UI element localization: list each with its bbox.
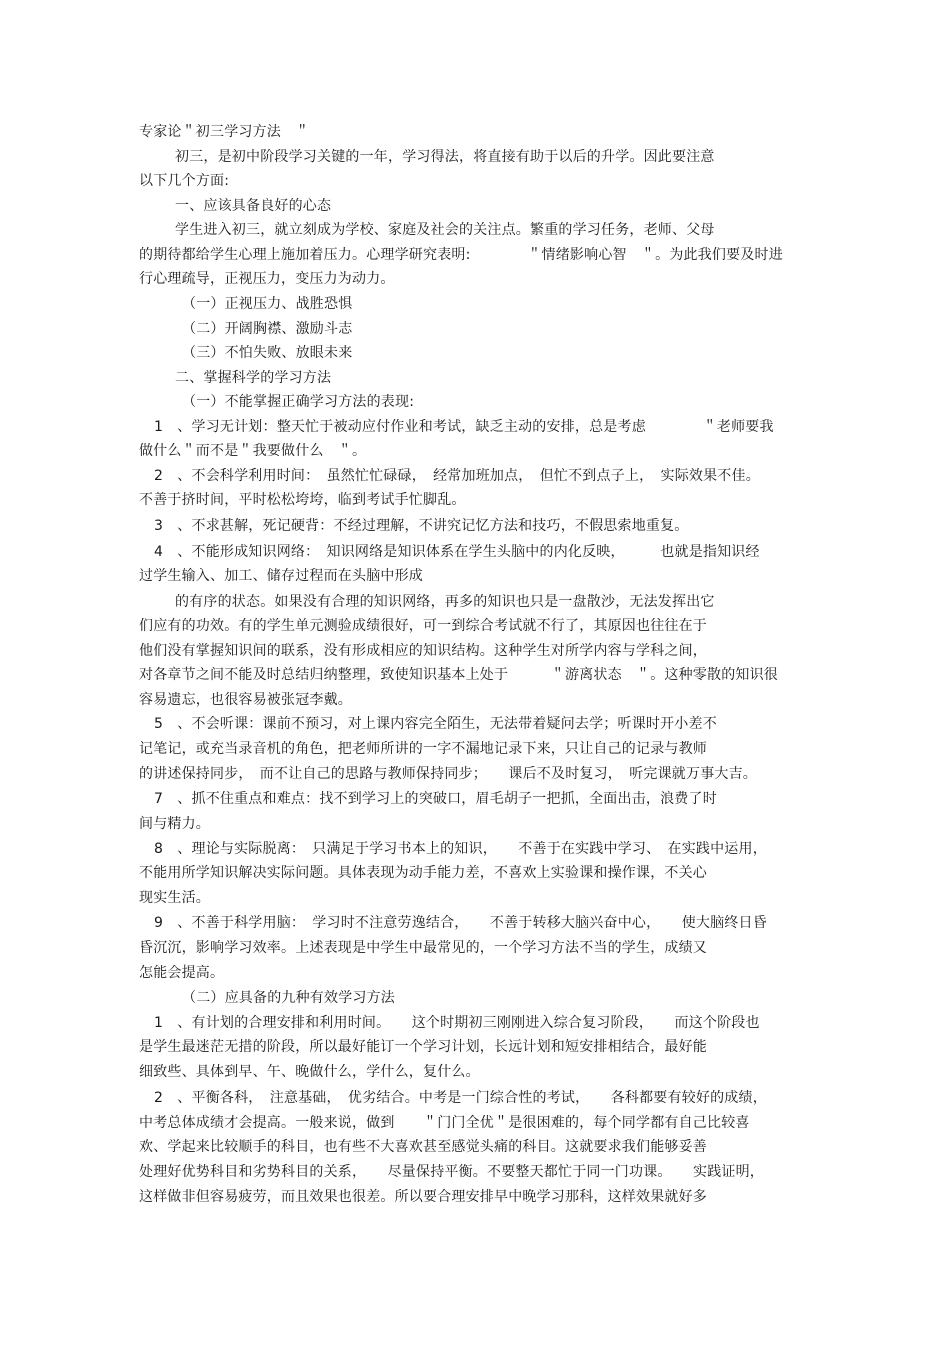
paragraph-line: 以下几个方面: <box>139 173 230 189</box>
paragraph-line: 这样做非但容易疲劳，而且效果也很差。所以要合理安排早中晚学习那科，这样效果就好多 <box>139 1189 707 1205</box>
paragraph-line: 的有序的状态。如果没有合理的知识网络，再多的知识也只是一盘散沙，无法发挥出它 <box>175 594 715 610</box>
paragraph-line: 不能用所学知识解决实际问题。具体表现为动手能力差，不喜欢上实验课和操作课，不关心 <box>139 865 707 881</box>
paragraph-line: 怎能会提高。 <box>139 965 225 981</box>
document-title: 专家论＂初三学习方法 ＂ <box>139 124 310 140</box>
sub-heading: （一）正视压力、战胜恐惧 <box>182 296 353 312</box>
paragraph-line: 的期待都给学生心理上施加着压力。心理学研究表明: ＂情绪影响心智 ＂。为此我们要及时进 <box>139 247 783 263</box>
section-heading: 一、应该具备良好的心态 <box>175 198 332 214</box>
list-item-line: 1 、有计划的合理安排和利用时间。 这个时期初三刚刚进入综合复习阶段， 而这个阶段也 <box>154 1015 760 1031</box>
sub-heading: （二）开阔胸襟、激励斗志 <box>182 321 353 337</box>
list-item-line: 7 、抓不住重点和难点：找不到学习上的突破口，眉毛胡子一把抓，全面出击，浪费了时 <box>154 791 717 807</box>
paragraph-line: 不善于挤时间，平时松松垮垮，临到考试手忙脚乱。 <box>139 492 466 508</box>
list-item-line: 1 、学习无计划：整天忙于被动应付作业和考试，缺乏主动的安排，总是考虑 ＂老师要我 <box>154 419 774 435</box>
paragraph-line: 处理好优势科目和劣势科目的关系， 尽量保持平衡。不要整天都忙于同一门功课。 实践证明， <box>139 1164 764 1180</box>
paragraph-line: 们应有的功效。有的学生单元测验成绩很好，可一到综合考试就不行了，其原因也往往在于 <box>139 618 707 634</box>
paragraph-line: 细致些、具体到早、午、晚做什么，学什么，复什么。 <box>139 1064 480 1080</box>
paragraph-line: 他们没有掌握知识间的联系，没有形成相应的知识结构。这种学生对所学内容与学科之间， <box>139 643 707 659</box>
paragraph-line: 容易遗忘，也很容易被张冠李戴。 <box>139 692 352 708</box>
paragraph-line: 做什么＂而不是＂我要做什么 ＂。 <box>139 443 367 459</box>
list-item-line: 2 、平衡各科， 注意基础， 优劣结合。中考是一门综合性的考试， 各科都要有较好的成绩， <box>154 1090 767 1106</box>
list-item-line: 3 、不求甚解，死记硬背：不经过理解，不讲究记忆方法和技巧，不假思索地重复。 <box>154 518 689 534</box>
paragraph-line: 学生进入初三，就立刻成为学校、家庭及社会的关注点。繁重的学习任务，老师、父母 <box>175 222 715 238</box>
paragraph-line: 现实生活。 <box>139 890 210 906</box>
list-item-line: 9 、不善于科学用脑： 学习时不注意劳逸结合， 不善于转移大脑兴奋中心， 使大脑终日昏 <box>154 915 767 931</box>
list-item-line: 4 、不能形成知识网络： 知识网络是知识体系在学生头脑中的内化反映， 也就是指知识经 <box>154 544 760 560</box>
paragraph-line: 初三，是初中阶段学习关键的一年，学习得法，将直接有助于以后的升学。因此要注意 <box>175 149 715 165</box>
paragraph-line: 是学生最迷茫无措的阶段，所以最好能订一个学习计划，长远计划和短安排相结合，最好能 <box>139 1039 707 1055</box>
paragraph-line: 间与精力。 <box>139 816 210 832</box>
paragraph-line: 记笔记，或充当录音机的角色，把老师所讲的一字不漏地记录下来，只让自己的记录与教师 <box>139 741 707 757</box>
paragraph-line: 昏沉沉，影响学习效率。上述表现是中学生中最常见的，一个学习方法不当的学生，成绩又 <box>139 940 707 956</box>
paragraph-line: 对各章节之间不能及时总结归纳整理，致使知识基本上处于 ＂游离状态 ＂。这种零散的知识很 <box>139 667 778 683</box>
paragraph-line: 行心理疏导，正视压力，变压力为动力。 <box>139 271 395 287</box>
paragraph-line: 的讲述保持同步， 而不让自己的思路与教师保持同步； 课后不及时复习， 听完课就万事大吉。 <box>139 766 757 782</box>
list-item-line: 2 、不会科学利用时间： 虽然忙忙碌碌， 经常加班加点， 但忙不到点子上， 实际效果不佳。 <box>154 468 760 484</box>
sub-heading: （三）不怕失败、放眼未来 <box>182 345 353 361</box>
paragraph-line: 过学生输入、加工、储存过程而在头脑中形成 <box>139 568 423 584</box>
paragraph-line: 欢、学起来比较顺手的科目，也有些不大喜欢甚至感觉头痛的科目。这就要求我们能够妥善 <box>139 1139 707 1155</box>
list-item-line: 8 、理论与实际脱离： 只满足于学习书本上的知识， 不善于在实践中学习、 在实践中运用， <box>154 841 767 857</box>
sub-heading: （一）不能掌握正确学习方法的表现: <box>182 394 415 410</box>
list-item-line: 5 、不会听课：课前不预习，对上课内容完全陌生，无法带着疑问去学；听课时开小差不 <box>154 716 717 732</box>
sub-heading: （二）应具备的九种有效学习方法 <box>182 990 395 1006</box>
paragraph-line: 中考总体成绩才会提高。一般来说，做到 ＂门门全优＂是很困难的，每个同学都有自己比较喜 <box>139 1115 750 1131</box>
section-heading: 二、掌握科学的学习方法 <box>175 370 332 386</box>
